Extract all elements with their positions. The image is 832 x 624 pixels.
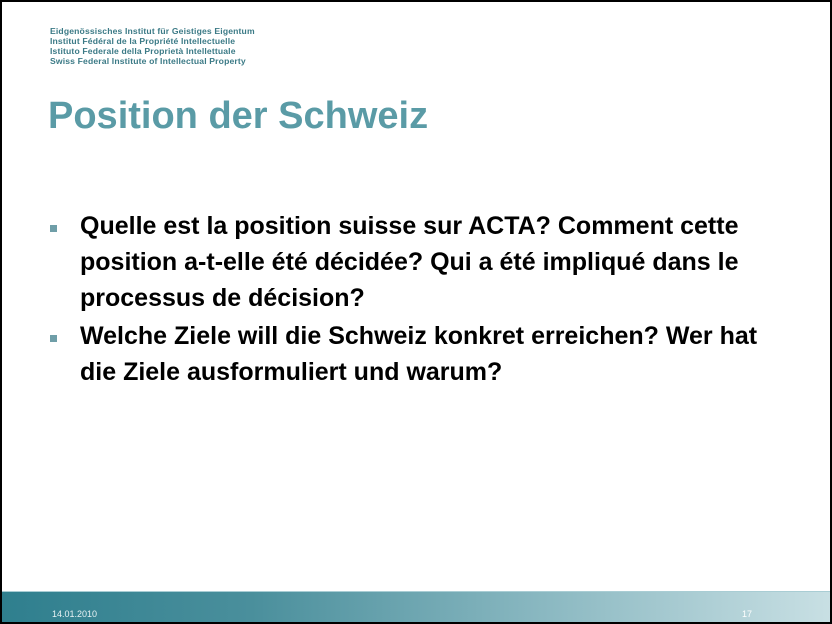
slide-title: Position der Schweiz — [48, 95, 429, 137]
bullet-item — [48, 318, 798, 390]
bullet-text: Quelle est la position suisse sur ACTA? Comment cette position a-t-elle été décidée? Qui a été impliqué dans le processus de décision? — [80, 212, 739, 312]
institute-name-it: Istituto Federale della Proprietà Intellettuale — [50, 46, 236, 56]
page-number: 17 — [741, 609, 752, 619]
footer-date: 14.01.2010 — [52, 609, 98, 619]
square-bullet-icon — [50, 335, 57, 342]
footer-bar — [2, 591, 832, 624]
bullet-text: Welche Ziele will die Schweiz konkret erreichen? Wer hat die Ziele ausformuliert und warum? — [80, 322, 758, 386]
square-bullet-icon — [50, 225, 57, 232]
institute-name-block — [50, 26, 255, 66]
institute-name-fr: Institut Fédéral de la Propriété Intellectuelle — [50, 36, 236, 46]
bullet-list — [48, 208, 798, 392]
institute-name-en: Swiss Federal Institute of Intellectual Property — [50, 56, 246, 66]
bullet-item — [48, 208, 798, 316]
institute-name-de: Eidgenössisches Institut für Geistiges Eigentum — [50, 26, 255, 36]
